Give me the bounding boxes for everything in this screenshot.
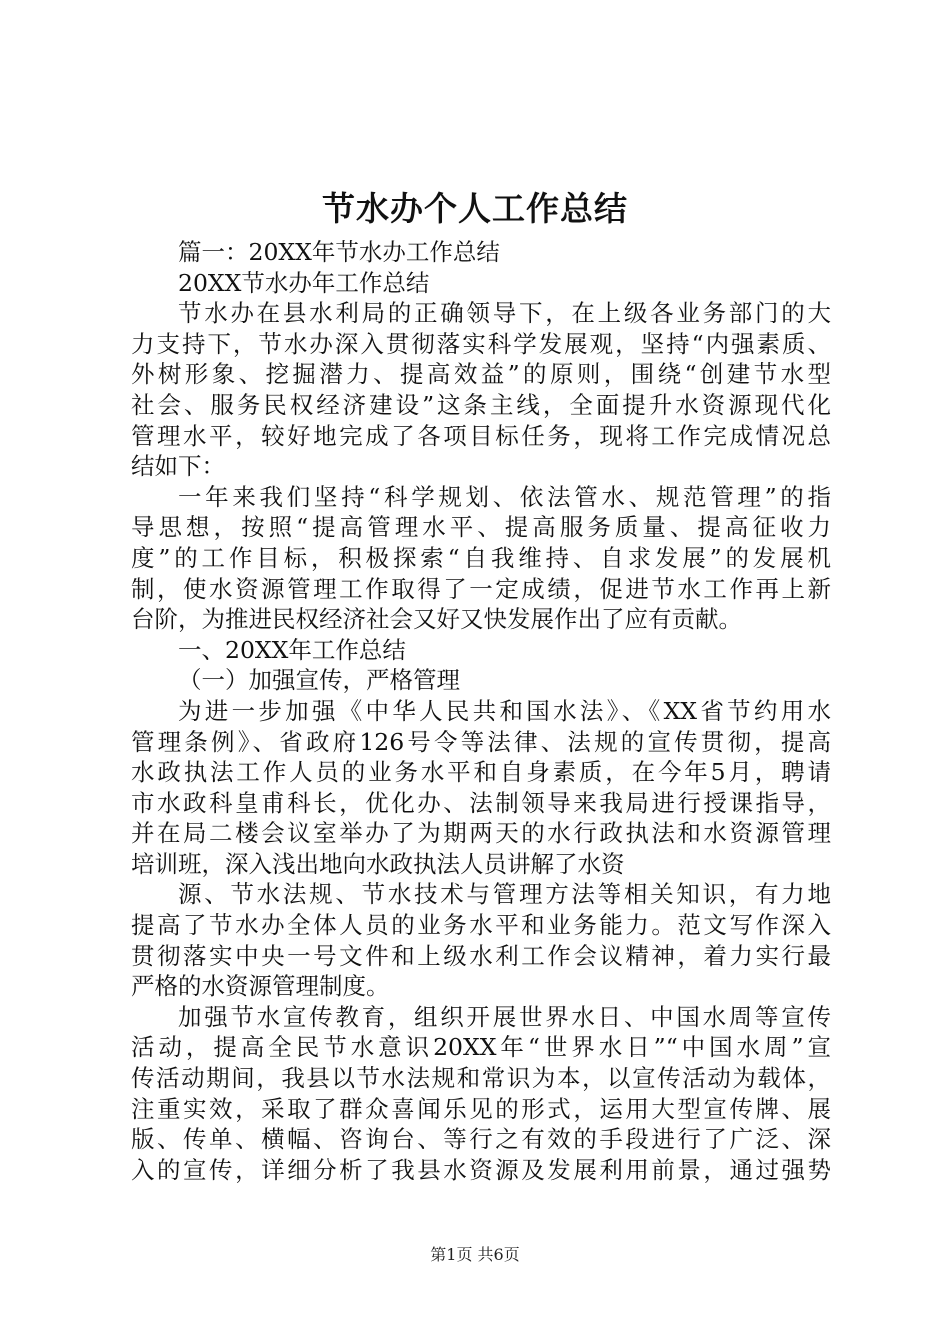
document-title: 节水办个人工作总结 bbox=[322, 189, 628, 228]
text-line: 一、20XX年工作总结 bbox=[178, 635, 406, 664]
text-line: 并在局二楼会议室举办了为期两天的水行政执法和水资源管理 bbox=[131, 819, 831, 848]
text-line: 传活动期间，我县以节水法规和常识为本，以宣传活动为载体， bbox=[131, 1064, 831, 1093]
text-line: 注重实效，采取了群众喜闻乐见的形式，运用大型宣传牌、展 bbox=[131, 1094, 831, 1123]
text-line: 入的宣传，详细分析了我县水资源及发展利用前景，通过强势 bbox=[131, 1155, 831, 1184]
text-line: 提高了节水办全体人员的业务水平和业务能力。范文写作深入 bbox=[131, 911, 831, 940]
text-line: 力支持下，节水办深入贯彻落实科学发展观，坚持“内强素质、 bbox=[131, 329, 831, 358]
text-line: 台阶，为推进民权经济社会又好又快发展作出了应有贡献。 bbox=[131, 605, 742, 634]
text-line: 版、传单、横幅、咨询台、等行之有效的手段进行了广泛、深 bbox=[131, 1125, 831, 1154]
text-line: 管理水平，较好地完成了各项目标任务，现将工作完成情况总 bbox=[131, 421, 831, 450]
text-line: 培训班，深入浅出地向水政执法人员讲解了水资 bbox=[131, 849, 625, 878]
text-line: 20XX节水办年工作总结 bbox=[178, 268, 430, 297]
text-line: 市水政科皇甫科长，优化办、法制领导来我局进行授课指导， bbox=[131, 788, 831, 817]
text-line: 一年来我们坚持“科学规划、依法管水、规范管理”的指 bbox=[178, 482, 831, 511]
text-line: 源、节水法规、节水技术与管理方法等相关知识，有力地 bbox=[178, 880, 831, 909]
text-line: 贯彻落实中央一号文件和上级水利工作会议精神，着力实行最 bbox=[131, 941, 831, 970]
text-line: 严格的水资源管理制度。 bbox=[131, 972, 390, 1001]
text-line: 加强节水宣传教育，组织开展世界水日、中国水周等宣传 bbox=[178, 1002, 831, 1031]
text-line: 结如下： bbox=[131, 452, 225, 481]
text-line: 制，使水资源管理工作取得了一定成绩，促进节水工作再上新 bbox=[131, 574, 831, 603]
text-line: 社会、服务民权经济建设”这条主线，全面提升水资源现代化 bbox=[131, 390, 831, 419]
text-line: 管理条例》、省政府126号令等法律、法规的宣传贯彻，提高 bbox=[131, 727, 831, 756]
text-line: 水政执法工作人员的业务水平和自身素质，在今年5月，聘请 bbox=[131, 758, 831, 787]
text-line: 导思想，按照“提高管理水平、提高服务质量、提高征收力 bbox=[131, 513, 831, 542]
page-footer: 第1页 共6页 bbox=[430, 1245, 520, 1264]
text-line: （一）加强宣传，严格管理 bbox=[178, 666, 460, 695]
text-line: 为进一步加强《中华人民共和国水法》、《XX省节约用水 bbox=[178, 696, 831, 725]
text-line: 篇一：20XX年节水办工作总结 bbox=[178, 238, 500, 266]
text-line: 外树形象、挖掘潜力、提高效益”的原则，围绕“创建节水型 bbox=[131, 360, 831, 389]
text-line: 活动，提高全民节水意识20XX年“世界水日”“中国水周”宣 bbox=[131, 1033, 831, 1062]
document-body bbox=[131, 237, 831, 1185]
text-line: 度”的工作目标，积极探索“自我维持、自求发展”的发展机 bbox=[131, 543, 831, 572]
text-line: 节水办在县水利局的正确领导下，在上级各业务部门的大 bbox=[178, 299, 831, 328]
